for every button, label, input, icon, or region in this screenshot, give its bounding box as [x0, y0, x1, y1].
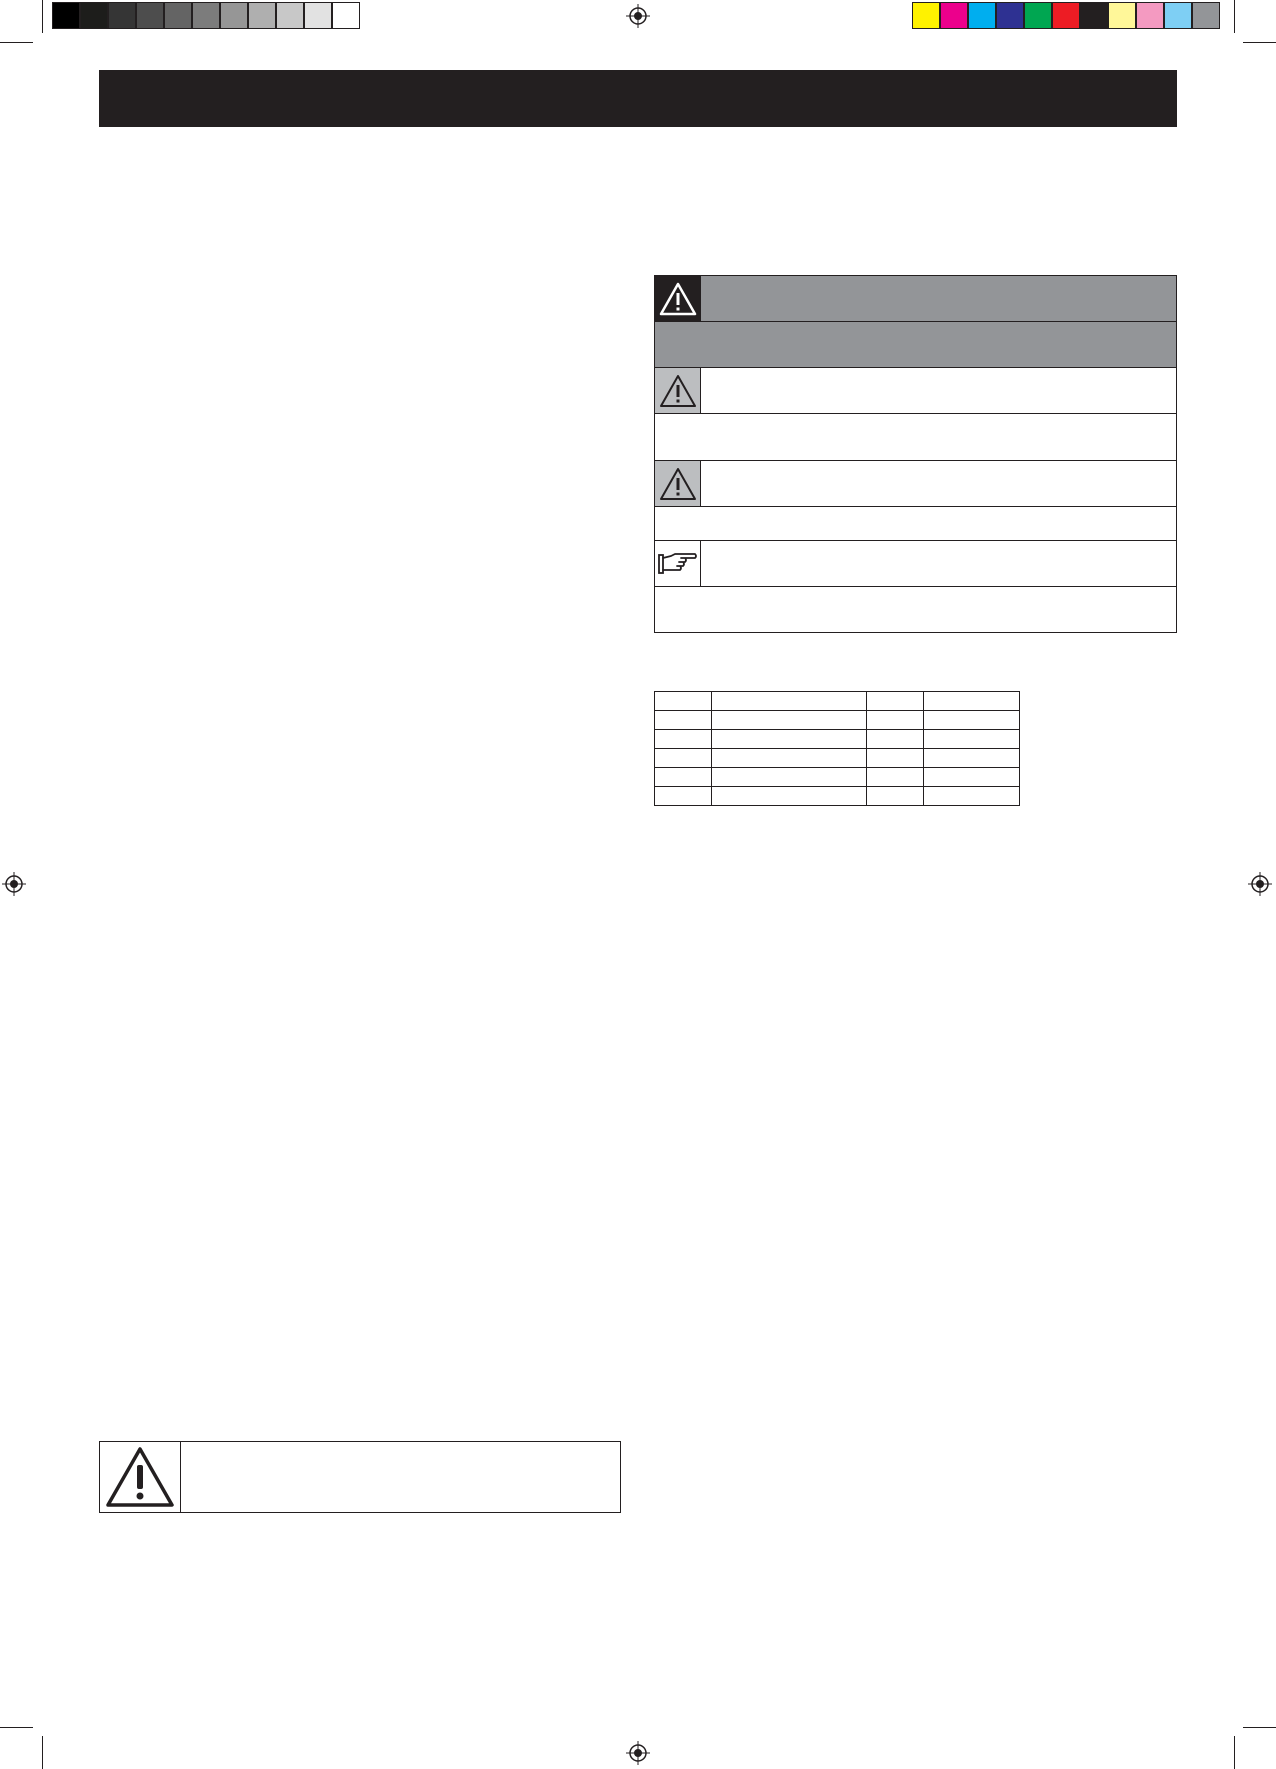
table-cell [867, 711, 924, 730]
table-cell [655, 749, 712, 768]
warning-triangle-icon [658, 373, 698, 409]
table-cell [655, 787, 712, 806]
color-swatch [1108, 2, 1136, 29]
color-swatch [968, 2, 996, 29]
gray-swatch [164, 2, 192, 29]
table-cell [712, 768, 867, 787]
specification-table [654, 691, 1020, 806]
notice-row [655, 541, 1176, 587]
table-cell [712, 787, 867, 806]
gray-swatch [52, 2, 80, 29]
table-cell [924, 787, 1020, 806]
table-cell [655, 692, 712, 711]
table-cell [867, 730, 924, 749]
table-cell [867, 787, 924, 806]
color-swatch [1024, 2, 1052, 29]
registration-target-icon [1248, 872, 1272, 896]
crop-mark [1234, 1736, 1235, 1769]
table-cell [867, 692, 924, 711]
crop-mark [1243, 42, 1276, 43]
gray-swatch [136, 2, 164, 29]
table-cell [655, 711, 712, 730]
notice-row [655, 414, 1176, 461]
gray-swatch [80, 2, 108, 29]
table-row [655, 692, 1020, 711]
table-cell [712, 711, 867, 730]
table-cell [867, 768, 924, 787]
notice-icon-cell [655, 461, 701, 506]
pointing-hand-icon [657, 549, 699, 579]
notice-row [655, 461, 1176, 507]
warning-icon-cell [100, 1442, 181, 1512]
color-swatch [940, 2, 968, 29]
warning-triangle-icon [658, 466, 698, 502]
notice-icon-cell [655, 368, 701, 413]
crop-mark [42, 1736, 43, 1769]
registration-target-icon [626, 4, 650, 28]
safety-notice-box [654, 275, 1177, 633]
notice-row [655, 507, 1176, 541]
gray-swatch [108, 2, 136, 29]
table-cell [924, 768, 1020, 787]
crop-mark [42, 0, 43, 33]
color-swatch [1052, 2, 1080, 29]
notice-header-row [655, 276, 1176, 322]
color-swatch [912, 2, 940, 29]
notice-icon-cell [655, 541, 701, 586]
color-swatch [996, 2, 1024, 29]
table-row [655, 787, 1020, 806]
table-row [655, 749, 1020, 768]
color-swatch [1192, 2, 1220, 29]
crop-mark [0, 1727, 33, 1728]
table-cell [712, 749, 867, 768]
warning-triangle-icon [658, 281, 698, 317]
table-row [655, 730, 1020, 749]
crop-mark [1243, 1727, 1276, 1728]
table-cell [712, 730, 867, 749]
warning-box [99, 1441, 621, 1513]
gray-swatch [192, 2, 220, 29]
crop-mark [1234, 0, 1235, 33]
gray-swatch [332, 2, 360, 29]
gray-swatch [304, 2, 332, 29]
table-row [655, 711, 1020, 730]
registration-target-icon [2, 872, 26, 896]
table-cell [655, 768, 712, 787]
notice-row [655, 587, 1176, 632]
table-cell [712, 692, 867, 711]
warning-triangle-icon [104, 1445, 176, 1509]
notice-row [655, 368, 1176, 414]
table-cell [924, 730, 1020, 749]
color-swatch [1080, 2, 1108, 29]
color-swatch [1136, 2, 1164, 29]
table-cell [655, 730, 712, 749]
table-cell [924, 692, 1020, 711]
gray-swatch [276, 2, 304, 29]
table-cell [924, 749, 1020, 768]
gray-swatch [248, 2, 276, 29]
table-row [655, 768, 1020, 787]
crop-mark [0, 42, 33, 43]
section-header-bar [99, 70, 1177, 127]
table-cell [924, 711, 1020, 730]
gray-swatch [220, 2, 248, 29]
notice-header-icon-cell [655, 276, 701, 321]
registration-target-icon [626, 1741, 650, 1765]
notice-subheader-row [655, 322, 1176, 368]
color-swatch [1164, 2, 1192, 29]
table-cell [867, 749, 924, 768]
